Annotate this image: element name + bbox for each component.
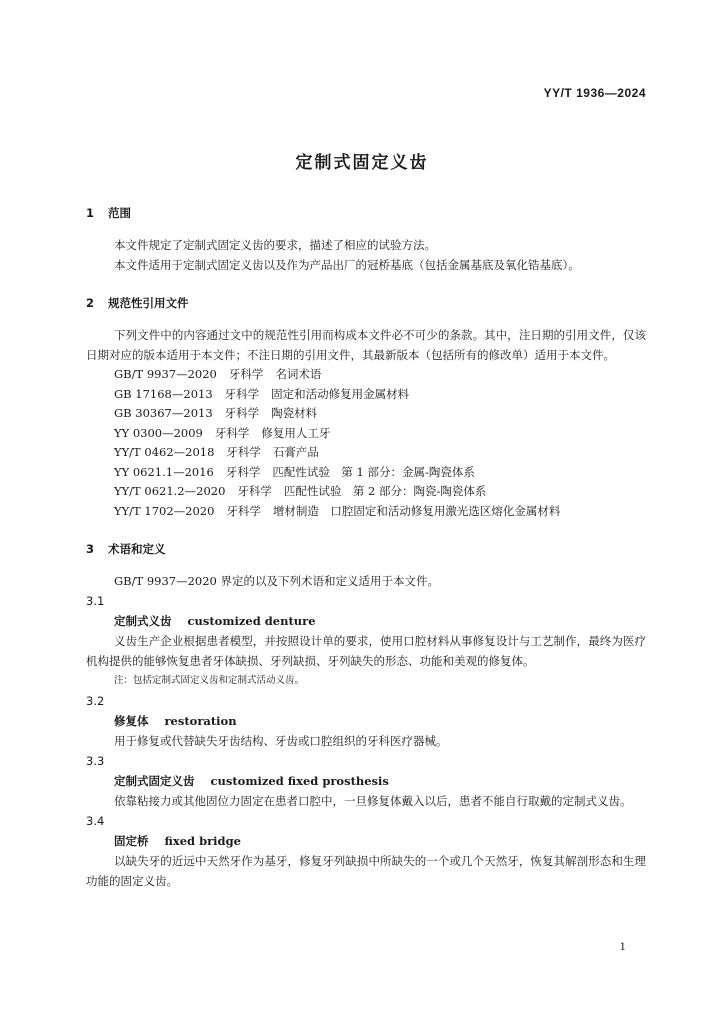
term-definition: 用于修复或代替缺失牙齿结构、牙齿或口腔组织的牙科医疗器械。: [114, 734, 448, 748]
term-number: 3.4: [86, 814, 105, 828]
document-body: [86, 205, 646, 891]
section-title: 术语和定义: [108, 542, 166, 556]
term-number: 3.2: [86, 694, 105, 708]
term-heading: 固定桥 fixed bridge: [114, 834, 241, 848]
scope-paragraph: 本文件规定了定制式固定义齿的要求，描述了相应的试验方法。: [114, 238, 436, 252]
section-title: 规范性引用文件: [108, 296, 189, 310]
section-number: 1: [86, 206, 95, 220]
scope-paragraph: 本文件适用于定制式固定义齿以及作为产品出厂的冠桥基底（包括金属基底及氧化锆基底）。: [114, 258, 580, 272]
reference-item: YY/T 0621.2—2020 牙科学 匹配性试验 第 2 部分：陶瓷-陶瓷体系: [114, 484, 487, 498]
section-title: 范围: [108, 206, 131, 220]
term-number: 3.1: [86, 594, 105, 608]
reference-item: GB 17168—2013 牙科学 固定和活动修复用金属材料: [114, 386, 410, 401]
term-definition: 义齿生产企业根据患者模型，并按照设计单的要求，使用口腔材料从事修复设计与工艺制作，最终为医疗机构提供的能够恢复患者牙体缺损、牙列缺损、牙列缺失的形态、功能和美观的修复体。: [86, 634, 646, 668]
term-heading: 修复体 restoration: [114, 714, 237, 728]
term-note: 注：包括定制式固定义齿和定制式活动义齿。: [114, 675, 305, 686]
references-intro: 下列文件中的内容通过文中的规范性引用而构成本文件必不可少的条款。其中，注日期的引用文件，仅该日期对应的版本适用于本文件；不注日期的引用文件，其最新版本（包括所有的修改单）适用于本文件。: [86, 328, 646, 362]
page-number: 1: [619, 942, 626, 953]
term-number: 3.3: [86, 754, 105, 768]
section-heading-scope: [86, 205, 646, 221]
reference-item: YY/T 1702—2020 牙科学 增材制造 口腔固定和活动修复用激光选区熔化金属材料: [114, 503, 561, 518]
reference-item: GB/T 9937—2020 牙科学 名词术语: [114, 367, 322, 381]
terms-intro: GB/T 9937—2020 界定的以及下列术语和定义适用于本文件。: [114, 574, 440, 588]
term-heading: 定制式义齿 customized denture: [114, 614, 316, 628]
standard-code: YY/T 1936—2024: [543, 86, 646, 100]
section-heading-references: [86, 295, 646, 311]
reference-item: YY 0300—2009 牙科学 修复用人工牙: [114, 425, 331, 440]
section-heading-terms: [86, 541, 646, 557]
document-title: 定制式固定义齿: [295, 153, 429, 173]
reference-item: YY/T 0462—2018 牙科学 石膏产品: [114, 445, 319, 459]
term-heading: 定制式固定义齿 customized fixed prosthesis: [114, 774, 389, 788]
section-number: 2: [86, 296, 95, 310]
term-definition: 以缺失牙的近远中天然牙作为基牙，修复牙列缺损中所缺失的一个或几个天然牙，恢复其解剖形态和生理功能的固定义齿。: [86, 854, 646, 888]
section-number: 3: [86, 542, 95, 556]
reference-item: GB 30367—2013 牙科学 陶瓷材料: [114, 406, 318, 420]
term-definition: 依靠粘接力或其他固位力固定在患者口腔中，一旦修复体戴入以后，患者不能自行取戴的定制式义齿。: [114, 794, 632, 808]
reference-item: YY 0621.1—2016 牙科学 匹配性试验 第 1 部分：金属-陶瓷体系: [114, 464, 475, 479]
